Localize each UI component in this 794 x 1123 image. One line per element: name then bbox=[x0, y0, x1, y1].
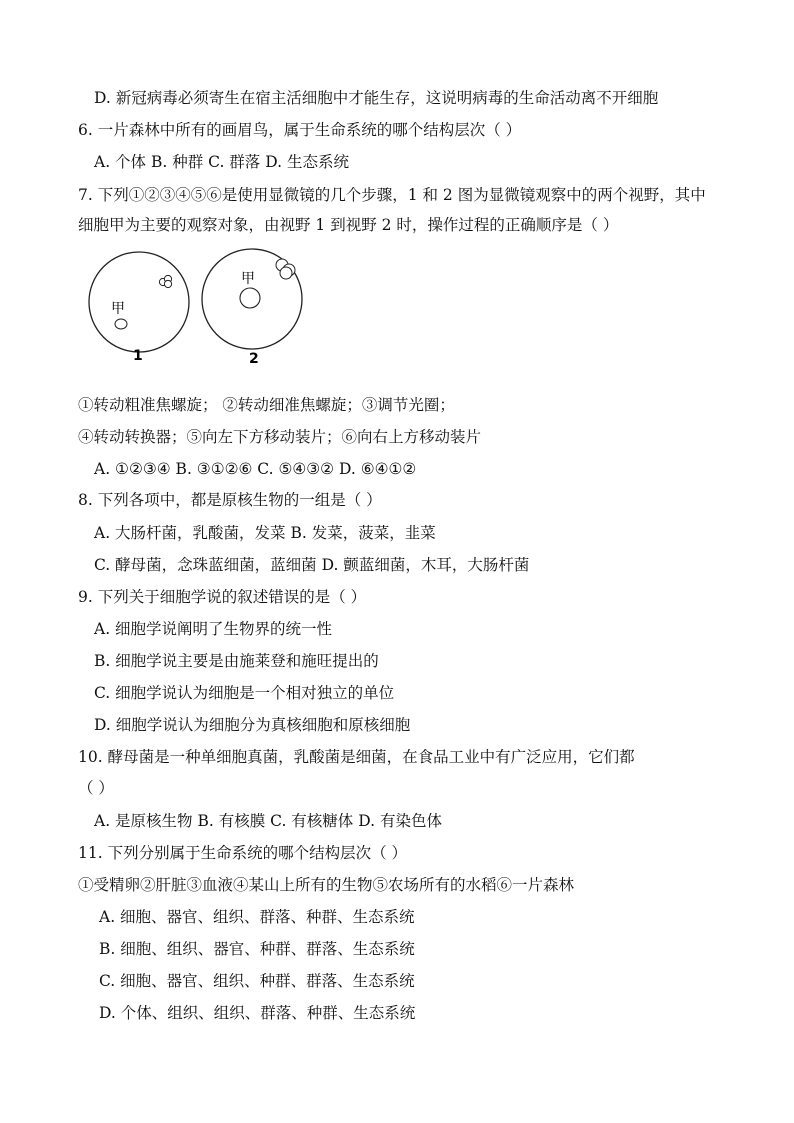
q11-option-b: B. 细胞、组织、器官、种群、群落、生态系统 bbox=[99, 940, 415, 958]
microscope-fields-figure bbox=[85, 248, 325, 373]
q8-options-ab: A. 大肠杆菌，乳酸菌，发菜 B. 发菜，菠菜，韭菜 bbox=[94, 524, 436, 542]
cell-jia-view1 bbox=[115, 319, 127, 329]
q6-stem: 6. 一片森林中所有的画眉鸟，属于生命系统的哪个结构层次（ ） bbox=[78, 121, 522, 139]
q11-option-d: D. 个体、组织、组织、群落、种群、生态系统 bbox=[99, 1004, 416, 1022]
view-2-number: 2 bbox=[249, 351, 259, 367]
q7-options: A. ①②③④ B. ③①②⑥ C. ⑤④③② D. ⑥④①② bbox=[94, 460, 417, 478]
q11-option-a: A. 细胞、器官、组织、群落、种群、生态系统 bbox=[99, 908, 415, 926]
q9-stem: 9. 下列关于细胞学说的叙述错误的是（ ） bbox=[78, 588, 367, 606]
q10-stem: 10. 酵母菌是一种单细胞真菌，乳酸菌是细菌，在食品工业中有广泛应用，它们都 bbox=[78, 748, 635, 766]
q8-options-cd: C. 酵母菌，念珠蓝细菌，蓝细菌 D. 颤蓝细菌，木耳，大肠杆菌 bbox=[94, 556, 530, 574]
q6-options: A. 个体 B. 种群 C. 群落 D. 生态系统 bbox=[94, 153, 349, 171]
small-cell bbox=[280, 267, 292, 279]
q8-stem: 8. 下列各项中，都是原核生物的一组是（ ） bbox=[78, 491, 382, 509]
q9-option-d: D. 细胞学说认为细胞分为真核细胞和原核细胞 bbox=[94, 716, 411, 734]
small-cell bbox=[164, 280, 171, 287]
q11-option-c: C. 细胞、器官、组织、种群、群落、生态系统 bbox=[99, 972, 415, 990]
cell-jia-label-view1: 甲 bbox=[111, 301, 125, 317]
q11-stem: 11. 下列分别属于生命系统的哪个结构层次（ ） bbox=[78, 844, 408, 862]
cell-jia-label-view2: 甲 bbox=[241, 271, 255, 287]
q11-items: ①受精卵②肝脏③血液④某山上所有的生物⑤农场所有的水稻⑥一片森林 bbox=[78, 876, 575, 894]
q7-stem-line1: 7. 下列①②③④⑤⑥是使用显微镜的几个步骤，1 和 2 图为显微镜观察中的两个视野，其中 bbox=[78, 186, 706, 204]
q9-option-a: A. 细胞学说阐明了生物界的统一性 bbox=[94, 620, 333, 638]
q5-option-d: D. 新冠病毒必须寄生在宿主活细胞中才能生存，这说明病毒的生命活动离不开细胞 bbox=[94, 89, 659, 107]
q7-steps-line1: ①转动粗准焦螺旋； ②转动细准焦螺旋；③调节光圈； bbox=[78, 396, 455, 414]
q10-stem-blank: （ ） bbox=[78, 779, 114, 797]
q9-option-c: C. 细胞学说认为细胞是一个相对独立的单位 bbox=[94, 684, 395, 702]
q10-options: A. 是原核生物 B. 有核膜 C. 有核糖体 D. 有染色体 bbox=[94, 812, 442, 830]
view-1-number: 1 bbox=[133, 348, 143, 364]
q7-stem-line2: 细胞甲为主要的观察对象，由视野 1 到视野 2 时，操作过程的正确顺序是（ ） bbox=[78, 216, 619, 234]
q7-steps-line2: ④转动转换器；⑤向左下方移动装片；⑥向右上方移动装片 bbox=[78, 428, 482, 446]
q9-option-b: B. 细胞学说主要是由施莱登和施旺提出的 bbox=[94, 652, 379, 670]
field-of-view-1 bbox=[89, 252, 189, 352]
cell-jia-view2 bbox=[240, 288, 260, 308]
